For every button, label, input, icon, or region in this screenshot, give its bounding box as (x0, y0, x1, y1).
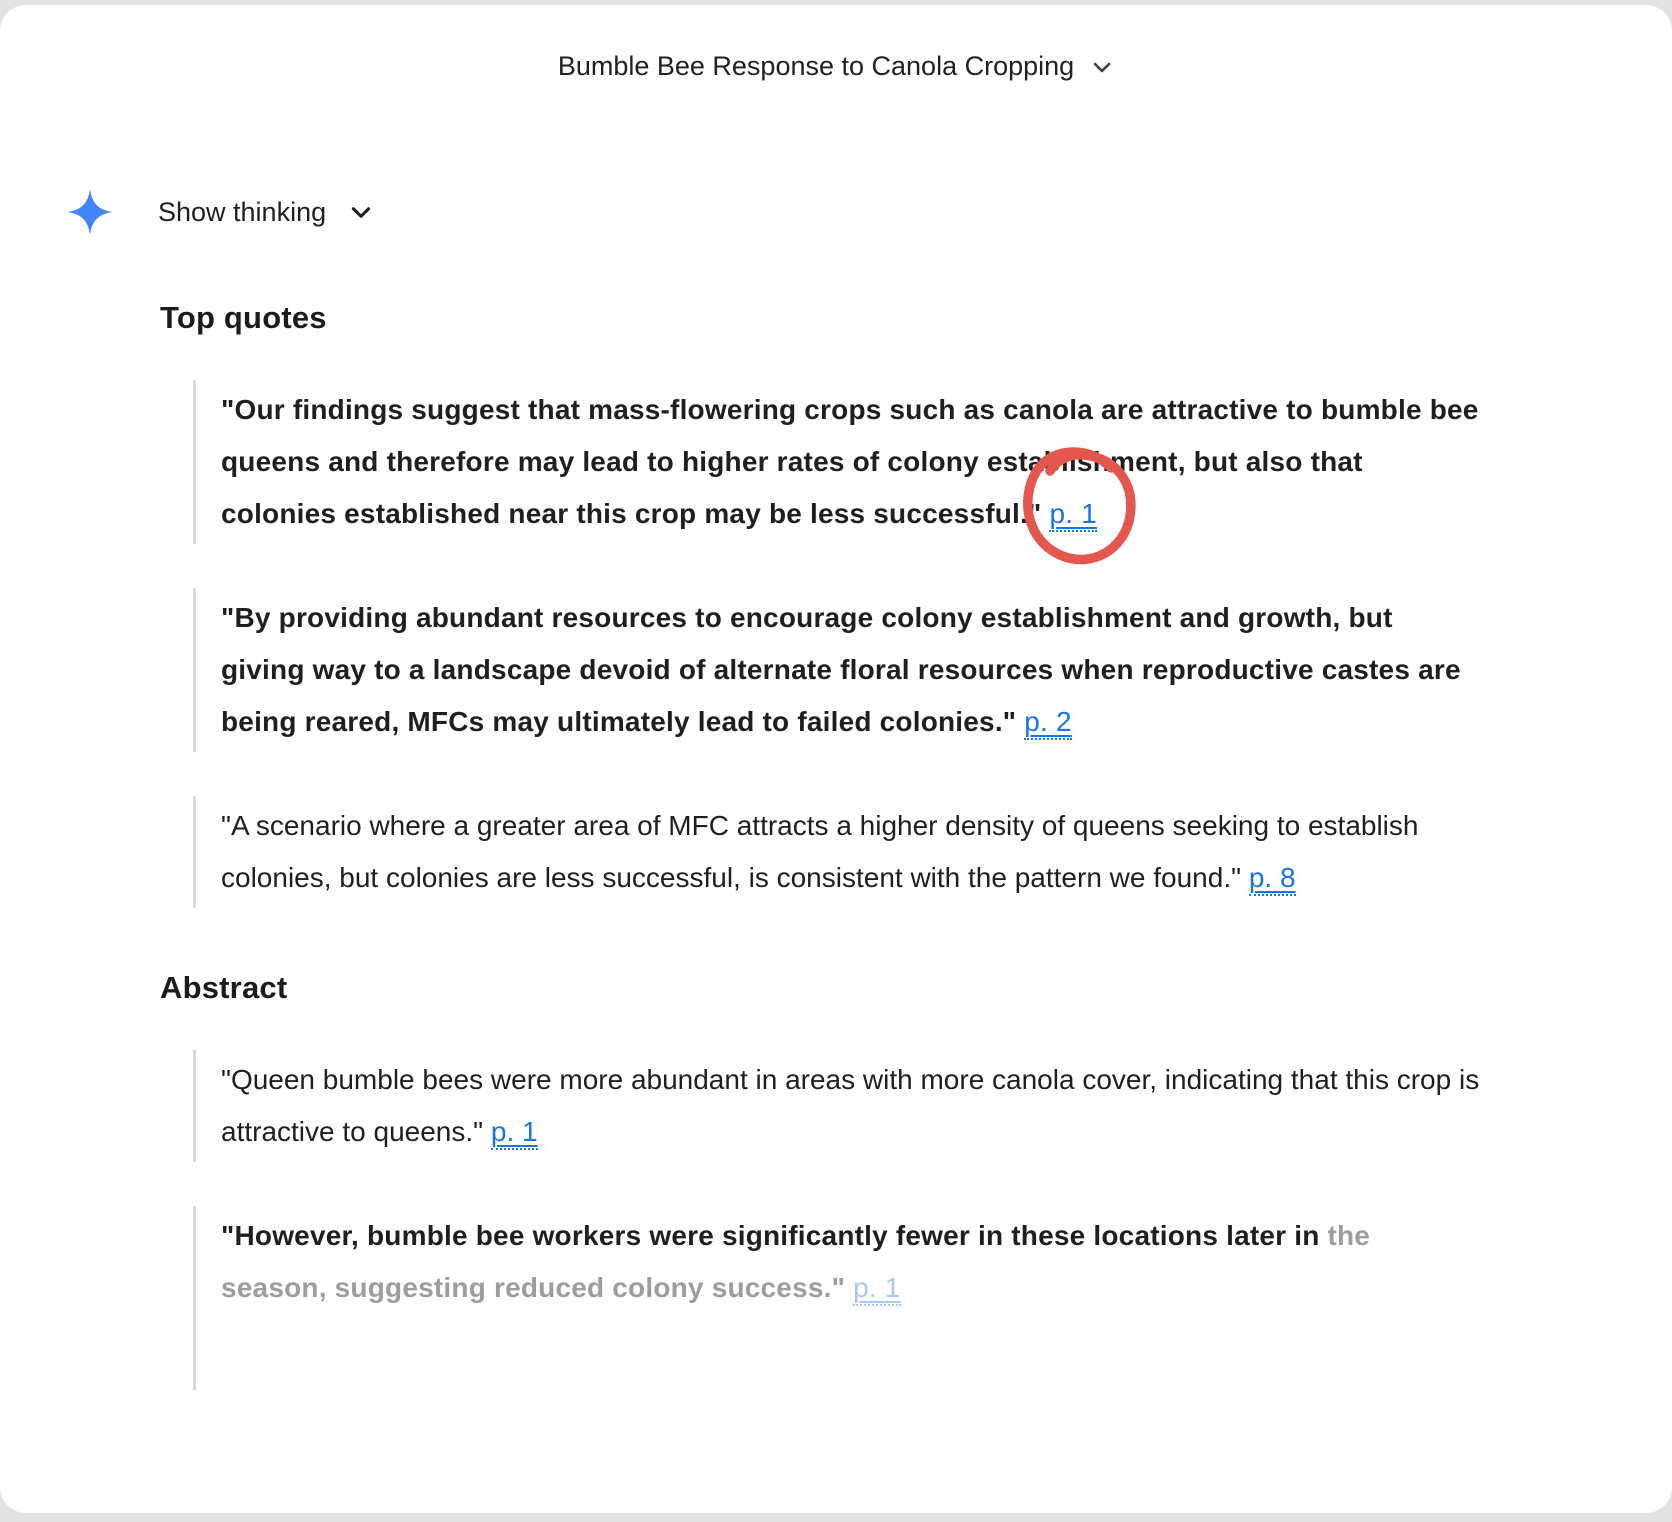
document-title-dropdown[interactable] (0, 5, 1672, 82)
quote-text: "A scenario where a greater area of MFC attracts a higher density of queens seeking to establish colonies, but colonies are less successful, is consistent with the pattern we found." (221, 810, 1419, 893)
page-citation-link[interactable]: p. 1 (491, 1116, 538, 1150)
page-citation-link[interactable]: p. 1 (1049, 498, 1097, 532)
quote-text: "Queen bumble bees were more abundant in areas with more canola cover, indicating that this crop is attractive to queens." (221, 1064, 1480, 1147)
section-heading: Top quotes (160, 300, 327, 335)
quote-text-faded: the season, suggesting reduced colony success." (221, 1220, 1371, 1303)
circled-citation (1049, 488, 1097, 540)
response-card (0, 5, 1672, 1513)
document-title: Bumble Bee Response to Canola Cropping (557, 51, 1075, 81)
chevron-down-icon[interactable] (348, 199, 374, 225)
chevron-down-icon[interactable] (1090, 55, 1114, 79)
quote-block (193, 380, 1481, 544)
quote-block (193, 588, 1481, 752)
page-citation-link[interactable]: p. 2 (1024, 706, 1072, 740)
quote-block (193, 1050, 1481, 1162)
response-content (160, 298, 1522, 1390)
gemini-sparkle-icon (66, 188, 114, 236)
quote-text: "However, bumble bee workers were significantly fewer in these locations later in (221, 1220, 1328, 1251)
quote-text: "Our findings suggest that mass-flowering crops such as canola are attractive to bumble bee queens and therefore may lead to higher rates of colony establishment, but also that colonies established near this crop may be less successful." (221, 394, 1479, 529)
page-citation-link[interactable]: p. 8 (1249, 862, 1296, 896)
quote-text: "By providing abundant resources to encourage colony establishment and growth, but giving way to a landscape devoid of alternate floral resources when reproductive castes are being reared, MFCs may ultimately lead to failed colonies." (221, 602, 1461, 737)
streaming-fade-overlay (0, 1483, 1672, 1513)
quote-block (193, 1206, 1481, 1390)
quote-block (193, 796, 1481, 908)
show-thinking-toggle[interactable] (66, 188, 1672, 236)
show-thinking-label: Show thinking (158, 196, 327, 227)
section-heading: Abstract (160, 970, 288, 1005)
page-citation-link[interactable]: p. 1 (853, 1272, 901, 1306)
